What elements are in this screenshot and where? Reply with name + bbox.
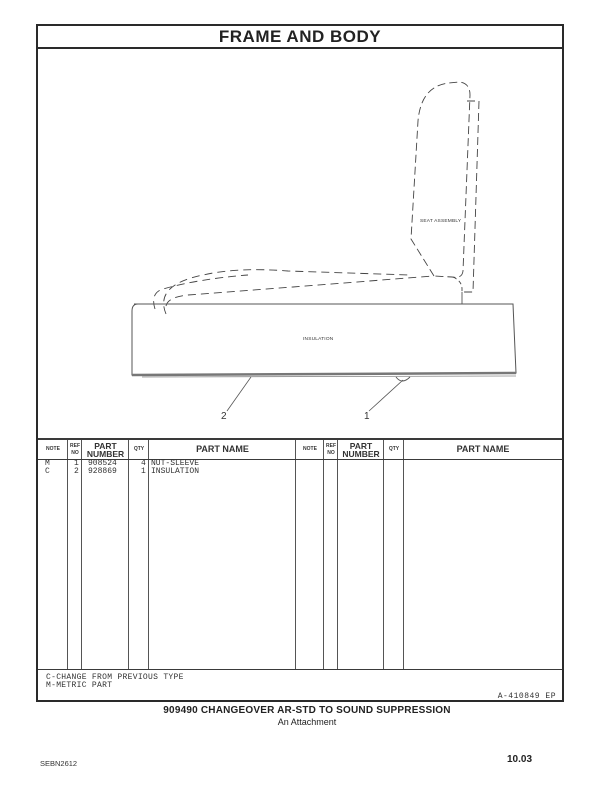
header-part-label-right: PART	[349, 440, 373, 451]
table-row	[38, 468, 562, 476]
header-ref-no	[68, 440, 82, 459]
parts-page-frame	[36, 24, 564, 702]
header-number-label: NUMBER	[86, 448, 125, 459]
row-note: C	[45, 467, 50, 476]
callout-2: 2	[221, 411, 227, 422]
page-title: FRAME AND BODY	[218, 27, 382, 46]
legend-metric: M-METRIC PART	[46, 681, 113, 690]
seat-insulation-illustration	[38, 49, 562, 439]
header-part-label: PART	[94, 440, 117, 451]
publication-number: SEBN2612	[40, 759, 78, 768]
row-part-number: 928869	[88, 467, 117, 476]
header-part-name: PART NAME	[196, 444, 249, 454]
row-qty: 4	[141, 459, 146, 468]
notes-legend	[38, 672, 562, 702]
header-no-label-right: NO	[327, 449, 335, 456]
row-part-name: NUT-SLEEVE	[151, 459, 200, 468]
row-part-name: INSULATION	[151, 467, 200, 476]
row-ref: 1	[74, 459, 79, 468]
header-part-name-right: PART NAME	[456, 444, 510, 454]
group-subcaption: An Attachment	[277, 717, 337, 727]
header-note: NOTE	[46, 446, 60, 452]
group-caption: 909490 CHANGEOVER AR-STD TO SOUND SUPPRESSION	[163, 705, 451, 716]
row-part-number: 908524	[88, 459, 117, 468]
header-note-right: NOTE	[303, 446, 317, 452]
header-qty-right: QTY	[388, 446, 400, 452]
drawing-reference: A-410849 EP	[497, 692, 556, 701]
header-ref-no-right	[324, 440, 338, 459]
title-bar	[38, 26, 562, 49]
row-ref: 2	[74, 467, 79, 476]
header-part-number	[82, 440, 129, 459]
row-note: M	[45, 459, 50, 468]
parts-table	[38, 438, 562, 670]
header-ref-label: REF	[70, 442, 80, 449]
callout-1: 1	[364, 411, 370, 422]
header-no-label: NO	[71, 449, 79, 456]
table-header	[38, 440, 562, 460]
header-number-label-right: NUMBER	[342, 448, 380, 459]
page-number: 10.03	[507, 754, 533, 765]
insulation-label: INSULATION	[303, 337, 334, 342]
exploded-view-drawing	[38, 49, 562, 439]
legend-change: C-CHANGE FROM PREVIOUS TYPE	[46, 673, 184, 682]
header-ref-label-right: REF	[326, 442, 336, 449]
header-part-number-right	[338, 440, 384, 459]
row-qty: 1	[141, 467, 146, 476]
seat-assembly-label: SEAT ASSEMBLY	[420, 219, 462, 224]
header-qty: QTY	[133, 446, 145, 452]
